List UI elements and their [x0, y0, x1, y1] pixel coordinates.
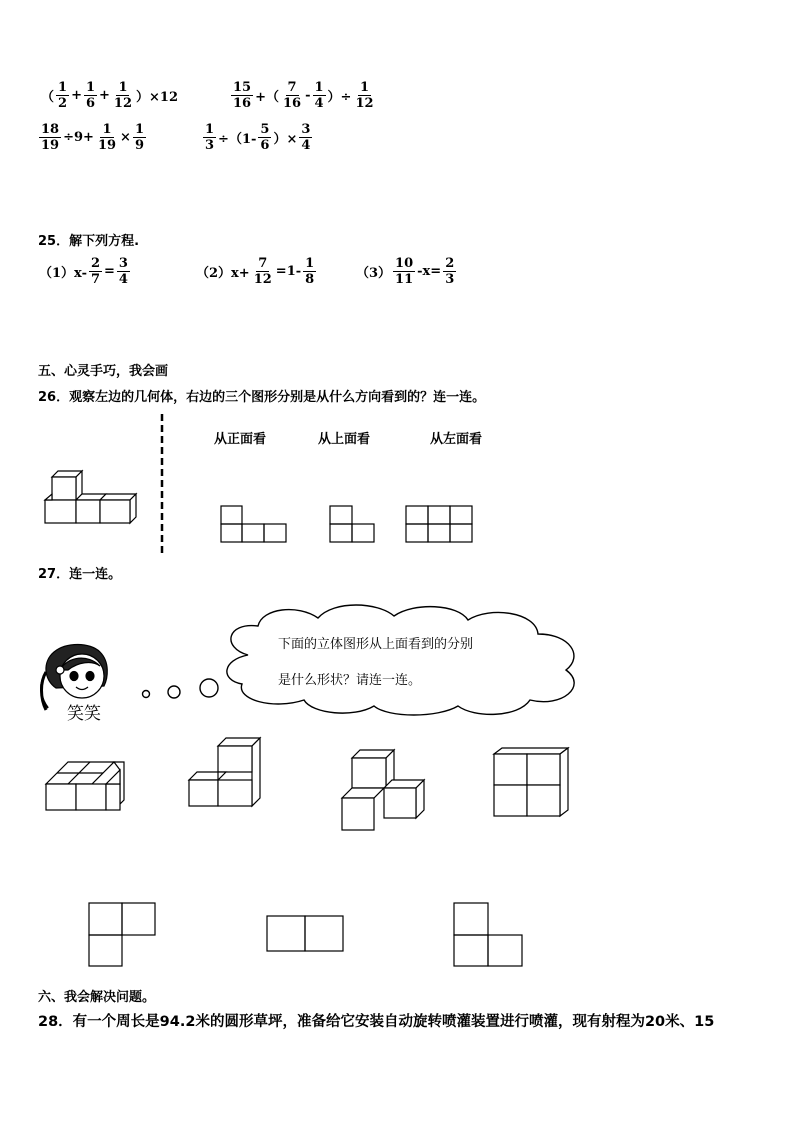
view-shape-2	[329, 505, 375, 543]
fraction: 1 4	[314, 80, 324, 111]
calc-expr-4: $\frac{1}{3}$ ÷（1- 5 6 ）× $\frac{3}{4}$	[205, 122, 311, 153]
fraction: 10 11	[395, 256, 414, 287]
q25-title: 25．解下列方程.	[38, 234, 140, 249]
fraction: 5 6	[260, 122, 270, 153]
q25-equation-2: （2）x+ $\frac{7}{12}$ =1- 1 8	[196, 256, 315, 287]
view-label-top: 从上面看	[318, 432, 371, 447]
q26-solid-figure	[40, 465, 140, 530]
cloud-text-line-2: 是什么形状？请连一连。	[278, 673, 422, 688]
thought-bubbles	[140, 676, 222, 702]
fraction: $\frac{2}{3}$	[445, 256, 455, 287]
section-6-title: 六、我会解决问题。	[38, 990, 156, 1005]
fraction: 7 16	[283, 80, 302, 111]
fraction: $\frac{1}{12}$	[355, 80, 374, 111]
fraction: $\frac{3}{4}$	[301, 122, 311, 153]
top-view-shape-2	[266, 915, 346, 953]
q28-text: 28．有一个周长是94.2米的圆形草坪，准备给它安装自动旋转喷灌装置进行喷灌，现有射程为20米、15	[38, 1014, 715, 1030]
view-label-left: 从左面看	[430, 432, 483, 447]
speech-cloud	[218, 600, 588, 718]
fraction: $\frac{1}{12}$	[113, 80, 133, 111]
q25-equation-3: （3） 10 11 -x= $\frac{2}{3}$	[356, 256, 455, 287]
fraction: $\frac{7}{12}$	[253, 256, 272, 287]
dashed-separator	[160, 414, 164, 556]
fraction: $\frac{1}{6}$	[85, 80, 96, 111]
fraction: $\frac{1}{3}$	[205, 122, 215, 153]
fraction: 1 8	[305, 256, 315, 287]
calc-expr-1: （ 1 2 + $\frac{1}{6}$ + $\frac{1}{12}$ ）×12	[41, 80, 178, 111]
fraction: $\frac{1}{9}$	[134, 122, 144, 153]
solid-figure-2	[186, 736, 266, 812]
q27-title: 27．连一连。	[38, 567, 122, 582]
fraction: $\frac{3}{4}$	[118, 256, 128, 287]
q26-title: 26．观察左边的几何体，右边的三个图形分别是从什么方向看到的？连一连。	[38, 390, 486, 405]
cloud-text-line-1: 下面的立体图形从上面看到的分别	[278, 637, 474, 652]
calc-expr-2: 15 16 +（ 7 16 - 1 4 ）÷ $\frac{1}{12}$	[233, 80, 374, 111]
view-shape-3	[405, 505, 473, 543]
top-view-shape-3	[453, 902, 525, 968]
section-5-title: 五、心灵手巧，我会画	[38, 364, 169, 379]
fraction: $\frac{18}{19}$	[41, 122, 60, 153]
view-label-front: 从正面看	[214, 432, 267, 447]
calc-expr-3: $\frac{18}{19}$ ÷9+ $\frac{1}{19}$ × $\frac{1}{9}$	[41, 122, 144, 153]
girl-xiaoxiao-icon	[38, 640, 130, 722]
solid-figure-3	[336, 746, 428, 834]
solid-figure-4	[492, 746, 572, 818]
view-shape-1	[220, 505, 288, 543]
q25-equation-1: （1）x- $\frac{2}{7}$ = $\frac{3}{4}$	[39, 256, 128, 287]
solid-figure-1	[42, 756, 128, 812]
fraction: $\frac{1}{19}$	[97, 122, 117, 153]
girl-label: 笑笑	[67, 704, 101, 724]
fraction: $\frac{2}{7}$	[90, 256, 101, 287]
fraction: 15 16	[233, 80, 252, 111]
fraction: 1 2	[58, 80, 68, 111]
top-view-shape-1	[88, 902, 158, 968]
